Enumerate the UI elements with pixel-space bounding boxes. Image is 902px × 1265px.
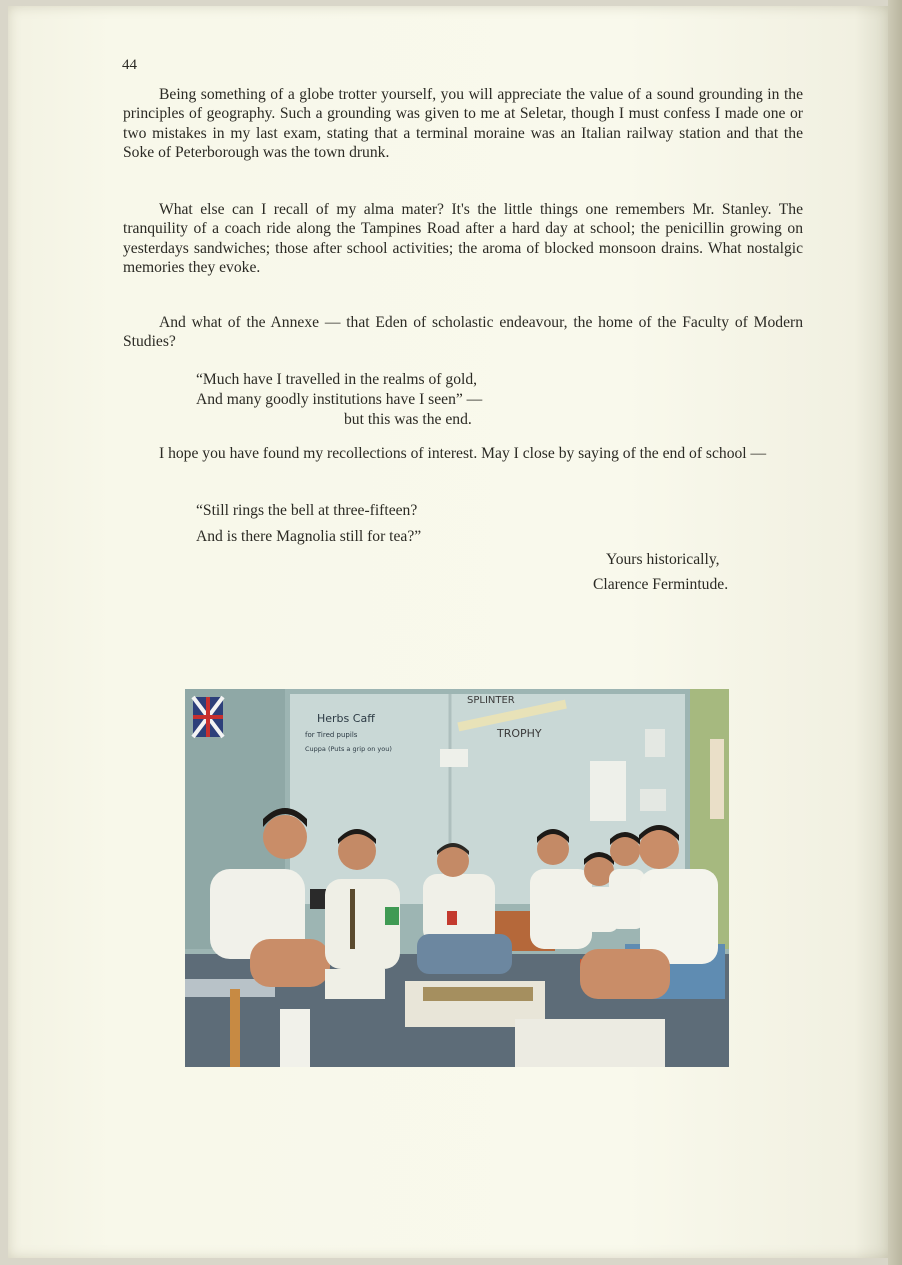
quotation-line: “Still rings the bell at three-fifteen?	[196, 502, 418, 519]
quotation-realms-of-gold	[196, 370, 616, 430]
board-text-note: Cuppa (Puts a grip on you)	[305, 745, 392, 753]
paragraph-geography: Being something of a globe trotter yourself, you will appreciate the value of a sound grounding in the principles of geography. Such a grounding was given to me at Seletar, though I must confess I made one or two mistakes in my last exam, stating that a terminal moraine was an Italian railway station and that the Soke of Peterborough was the town drunk.	[123, 86, 803, 161]
board-text-subtitle: for Tired pupils	[305, 731, 358, 739]
group-photo	[185, 689, 729, 1067]
paragraph-annexe: And what of the Annexe — that Eden of scholastic endeavour, the home of the Faculty of Modern Studies?	[123, 314, 803, 351]
banner-text-top: SPLINTER	[467, 695, 515, 706]
quotation-bell	[196, 498, 616, 550]
signoff	[560, 547, 770, 597]
board-text-title: Herbs Caff	[317, 712, 375, 725]
page-number: 44	[122, 57, 137, 73]
paragraph-closing: I hope you have found my recollections of interest. May I close by saying of the end of school —	[159, 445, 767, 462]
banner-text-bottom: TROPHY	[497, 727, 542, 740]
signature-name: Clarence Fermintude.	[593, 576, 729, 593]
quotation-line: “Much have I travelled in the realms of gold,	[196, 371, 478, 388]
closing-salutation: Yours historically,	[606, 551, 720, 568]
quotation-line: but this was the end.	[344, 411, 472, 428]
quotation-line: And is there Magnolia still for tea?”	[196, 528, 422, 545]
group-photo-illustration	[185, 689, 729, 1067]
document-page	[8, 6, 890, 1258]
page-edge	[888, 0, 902, 1265]
paragraph-memories: What else can I recall of my alma mater? It's the little things one remembers Mr. Stanley. The tranquility of a coach ride along the Tampines Road after a hard day at school; the penicillin growing on yesterdays sandwiches; those after school activities; the aroma of blocked monsoon drains. What nostalgic memories they evoke.	[123, 201, 803, 276]
quotation-line: And many goodly institutions have I seen” —	[196, 391, 483, 408]
